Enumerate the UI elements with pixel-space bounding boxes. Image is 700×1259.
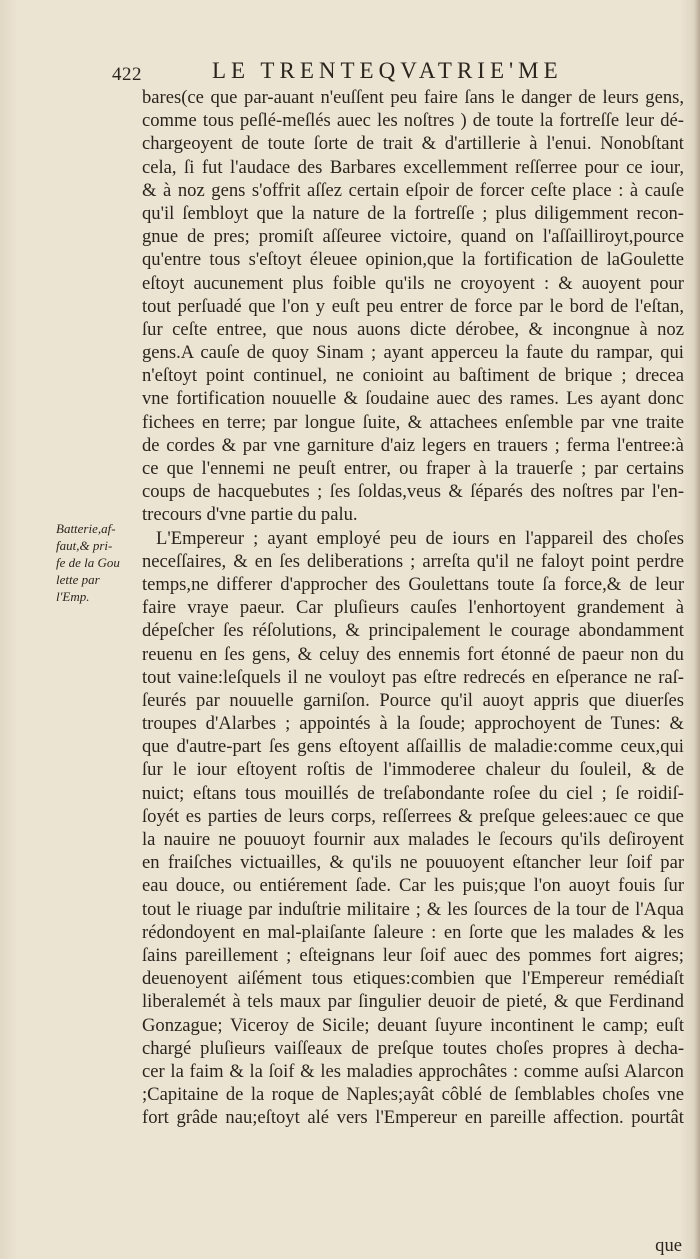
text-line: trecours d'vne partie du palu. — [142, 504, 358, 526]
text-line: tout perſuadé que l'on y euſt peu entrer de force par le bord de l'eſtan, — [142, 295, 685, 317]
text-line: ſoyét es parties de leurs corps, reſſerrees & preſque gelees:auec ce que — [142, 805, 684, 827]
text-line: ſur le iour eſtoyent roſtis de l'immoderee chaleur du ſouleil, & de — [142, 759, 685, 781]
text-line: cela, ſi fut l'audace des Barbares excellemment reſſerree pour ce iour, — [142, 156, 684, 178]
text-line: ſur ceſte entree, que nous auons dicte dérobee, & incongnue à noz — [142, 318, 684, 340]
text-line: ſains pareillement ; eſteignans leur ſoif auec des pommes fort aigres; — [142, 944, 684, 966]
margin-note — [56, 520, 140, 605]
text-line: nuict; eſtans tous mouillés de treſabondante roſee du ciel ; ſe roidiſ- — [142, 782, 684, 804]
text-line — [142, 1129, 684, 1152]
text-line: n'eſtoyt point continuel, ne conioint au baſtiment de brique ; drecea — [142, 365, 685, 387]
text-line: reuenu en ſes gens, & celuy des ennemis fort étonné de paeur non du — [142, 643, 684, 665]
margin-note-line: fe de la Gou — [56, 555, 120, 570]
margin-note-line: Batterie,af- — [56, 521, 116, 536]
text-line: ce que l'ennemi ne peuſt entrer, ou fraper à la trauerſe ; par certains — [142, 458, 684, 479]
text-line: chargeoyent de toute ſorte de trait & d'artillerie à l'enui. Nonobſtant — [142, 133, 684, 155]
catchword: que — [655, 1235, 682, 1256]
text-line: gens.A cauſe de quoy Sinam ; ayant apperceu la faute du rampar, qui — [142, 342, 684, 364]
paragraph-start-line: L'Empereur ; ayant employé peu de iours en l'appareil des choſes — [156, 527, 684, 549]
text-line: cer la faim & la ſoif & les maladies approchâtes : comme auſsi Alarcon — [142, 1060, 684, 1082]
page-edge-shadow — [694, 0, 700, 1259]
text-line: troupes d'Alarbes ; appointés à la ſoude; approchoyent de Tunes: & — [142, 713, 684, 735]
text-line: dépeſcher ſes réſolutions, & principalement le courage abondamment — [142, 620, 684, 642]
text-line: de cordes & par vne garniture d'aiz legers en trauers ; ferma l'entree:à — [142, 434, 684, 456]
text-line: faire vraye paeur. Car pluſieurs cauſes l'enhortoyent grandement à — [142, 597, 684, 619]
text-line: neceſſaires, & en ſes deliberations ; arreſta qu'il ne faloyt point perdre — [142, 550, 685, 572]
body-text — [142, 86, 684, 1153]
text-line: deuenoyent aiſément tous etiques:combien que l'Empereur remédiaſt — [142, 968, 684, 990]
text-line: ſeurés par nouuelle garniſon. Pource qu'il auoyt appris que diuerſes — [142, 689, 684, 711]
text-line: coups de hacquebutes ; ſes ſoldas,veus & ſéparés des noſtres par l'en- — [142, 481, 685, 503]
running-head: LE TRENTEQVATRIE'ME — [212, 58, 563, 83]
text-line: qu'entre tous s'eſtoyt éleuee opinion,que la fortification de laGoulette — [142, 249, 685, 271]
text-line: liberalemét à tels maux par ſingulier deuoir de pieté, & que Ferdinand — [142, 991, 684, 1013]
text-line: tout le riuage par induſtrie militaire ; & les ſources de la tour de l'Aqua — [142, 898, 684, 920]
text-line: tout vaine:leſquels il ne vouloyt pas eſtre redrecés en eſperance ne raſ- — [142, 666, 684, 688]
text-line: en fraiſches victuailles, & qu'ils ne pouuoyent eſtancher leur ſoif par — [142, 852, 685, 874]
text-line: eau douce, ou entiérement ſade. Car les puis;que l'on auoyt fouis ſur — [142, 875, 685, 897]
text-line: temps,ne differer d'approcher des Goulettans toute ſa force,& de leur — [142, 573, 685, 595]
text-line: fort grâde nau;eſtoyt alé vers l'Empereur en pareille affection. pourtât — [142, 1107, 684, 1129]
margin-note-line: l'Emp. — [56, 589, 90, 604]
text-line: la nauire ne pouuoyt fournir aux malades le ſecours qu'ils deſiroyent — [142, 829, 684, 850]
text-line: bares(ce que par-auant n'euſſent peu faire ſans le danger de leurs gens, — [142, 87, 685, 108]
text-line: rédondoyent en mal-plaiſante ſaleure : en ſorte que les malades & les — [142, 921, 684, 943]
text-line: que d'autre-part ſes gens eſtoyent aſſaillis de maladie:comme ceux,qui — [142, 736, 684, 758]
text-line: eſtoyt aucunement plus foible qu'ils ne croyoyent : & auoyent pour — [142, 272, 685, 294]
text-line: chargé pluſieurs vaiſſeaux de preſque toutes choſes propres à decha- — [142, 1037, 685, 1059]
margin-note-line: faut,& pri- — [56, 538, 113, 553]
page-number: 422 — [112, 64, 142, 85]
margin-note-line: lette par — [56, 572, 100, 587]
text-line: vne fortification nouuelle & ſoudaine auec des rames. Les ayant donc — [142, 388, 684, 410]
text-line: Gonzague; Viceroy de Sicile; deuant ſuyure incontinent le camp; euſt — [142, 1014, 685, 1036]
text-line: qu'il ſembloyt que la nature de la fortreſſe ; plus diligemment recon- — [142, 202, 684, 224]
text-line: comme tous peſlé-meſlés auec les noſtres ) de toute la fortreſſe leur dé- — [142, 110, 684, 132]
text-line: & à noz gens s'offrit aſſez certain eſpoir de forcer ceſte place : à cauſe — [142, 179, 684, 201]
text-line: fichees en terre; par longue ſuite, & attachees enſemble par vne traite — [142, 411, 685, 433]
text-line: gnue de pres; promiſt aſſeuree victoire, quand on l'aſſailliroyt,pource — [142, 226, 684, 248]
text-line: ;Capitaine de la roque de Naples;ayât côblé de ſemblables choſes vne — [142, 1084, 685, 1106]
